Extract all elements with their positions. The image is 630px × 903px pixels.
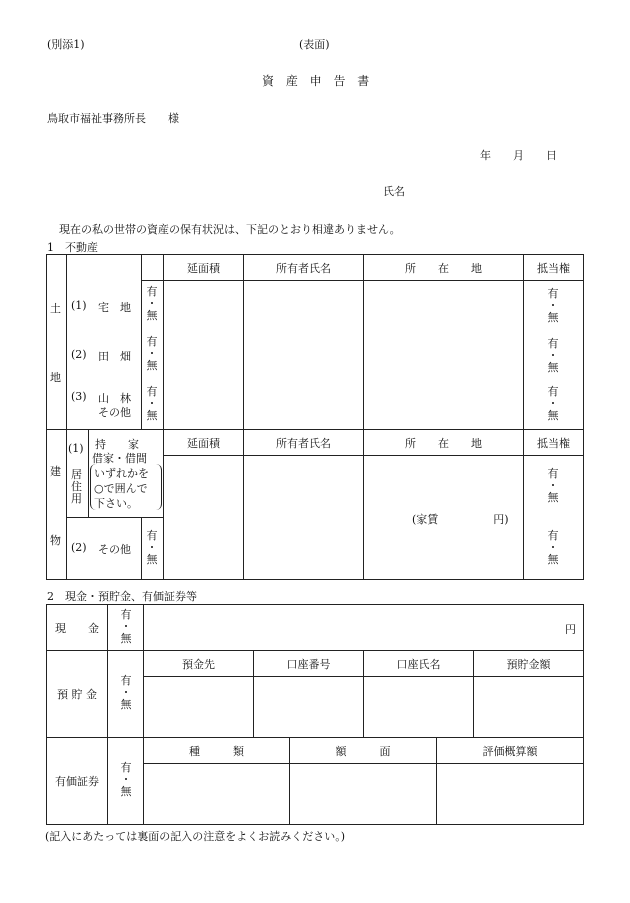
securities-type-field[interactable] [143,763,290,825]
deposit-label: 預 貯 金 [46,650,108,738]
building-header-mortgage: 抵当権 [523,429,584,456]
land-row2-num: (2) [71,348,87,361]
land-header-owner: 所有者氏名 [243,254,364,281]
building-row1-ju: 住 [71,480,82,493]
building-row1-kyo: 居 [71,468,82,481]
deposit-amount-field[interactable] [473,676,584,738]
land-header-floor-area: 延面積 [163,254,244,281]
section1-title: 1 不動産 [47,241,98,254]
land-yesno-header [141,254,164,281]
building-row2-name: その他 [98,543,131,556]
securities-header-estimated-value: 評価概算額 [436,737,584,764]
building-note-line1: いずれかを [94,467,149,480]
footer-note: (記入にあたっては裏面の記入の注意をよくお読みください。) [45,830,346,843]
land-header-mortgage: 抵当権 [523,254,584,281]
building-header-floor-area: 延面積 [163,429,244,456]
deposit-header-amount: 預貯金額 [473,650,584,677]
annex-label: (別添1) [47,38,85,51]
building-floor-area-field[interactable] [163,455,244,580]
building-rent-label: (家賃 円) [412,513,509,526]
securities-face-value-field[interactable] [289,763,437,825]
section2-title: 2 現金・預貯金、有価証券等 [47,590,197,603]
deposit-header-bank: 預金先 [143,650,254,677]
building-label-cell [46,429,67,580]
building-label-bottom: 物 [50,534,61,547]
land-mortgage-row1[interactable]: 有 ・ 無 [547,287,559,324]
building-row2-yesno[interactable]: 有 ・ 無 [146,529,158,566]
land-floor-area-field[interactable] [163,280,244,430]
building-row2-num: (2) [71,541,87,554]
deposit-header-account-name: 口座氏名 [363,650,474,677]
deposit-account-name-field[interactable] [363,676,474,738]
land-mortgage-row3[interactable]: 有 ・ 無 [547,385,559,422]
securities-estimated-value-field[interactable] [436,763,584,825]
land-mortgage-row2[interactable]: 有 ・ 無 [547,337,559,374]
name-label: 氏名 [383,185,405,198]
deposit-bank-field[interactable] [143,676,254,738]
building-label-top: 建 [50,465,61,478]
building-owner-field[interactable] [243,455,364,580]
building-mortgage-row1[interactable]: 有 ・ 無 [547,467,559,504]
land-row2-yesno[interactable]: 有 ・ 無 [146,335,158,372]
cash-amount-field[interactable] [143,604,584,651]
land-row2-name: 田 畑 [98,350,131,363]
cash-unit: 円 [565,623,576,636]
deposit-account-number-field[interactable] [253,676,364,738]
land-row3-name2: その他 [98,406,131,419]
building-note-line2: ○で囲んで [94,482,148,495]
building-row1-num: (1) [68,442,84,455]
building-note-line3: 下さい。 [94,497,138,510]
land-row1-yesno[interactable]: 有 ・ 無 [146,285,158,322]
addressee: 鳥取市福祉事務所長 様 [47,112,179,125]
building-rented-option[interactable]: 借家・借間 [92,452,147,465]
land-header-location: 所 在 地 [363,254,524,281]
cash-yesno[interactable]: 有 ・ 無 [120,608,132,645]
building-header-location: 所 在 地 [363,429,524,456]
land-label-top: 土 [50,302,61,315]
building-header-owner: 所有者氏名 [243,429,364,456]
land-label-cell [46,254,67,430]
side-label: (表面) [299,38,330,51]
land-location-field[interactable] [363,280,524,430]
securities-yesno[interactable]: 有 ・ 無 [120,761,132,798]
securities-header-face-value: 額 面 [289,737,437,764]
land-row1-name: 宅 地 [98,301,131,314]
deposit-header-account-number: 口座番号 [253,650,364,677]
date-line: 年 月 日 [480,149,557,162]
securities-label: 有価証券 [46,737,108,825]
land-row3-yesno[interactable]: 有 ・ 無 [146,385,158,422]
land-row3-num: (3) [71,390,87,403]
land-label-bottom: 地 [50,371,61,384]
land-owner-field[interactable] [243,280,364,430]
deposit-yesno[interactable]: 有 ・ 無 [120,674,132,711]
land-row3-name: 山 林 [98,392,131,405]
intro-text: 現在の私の世帯の資産の保有状況は、下記のとおり相違ありません。 [59,223,401,236]
building-owned-option[interactable]: 持 家 [95,438,139,451]
cash-label: 現 金 [46,604,108,651]
building-row1-yo: 用 [71,492,82,505]
page-title: 資 産 申 告 書 [262,74,374,88]
land-row1-num: (1) [71,299,87,312]
securities-header-type: 種 類 [143,737,290,764]
building-mortgage-row2[interactable]: 有 ・ 無 [547,529,559,566]
